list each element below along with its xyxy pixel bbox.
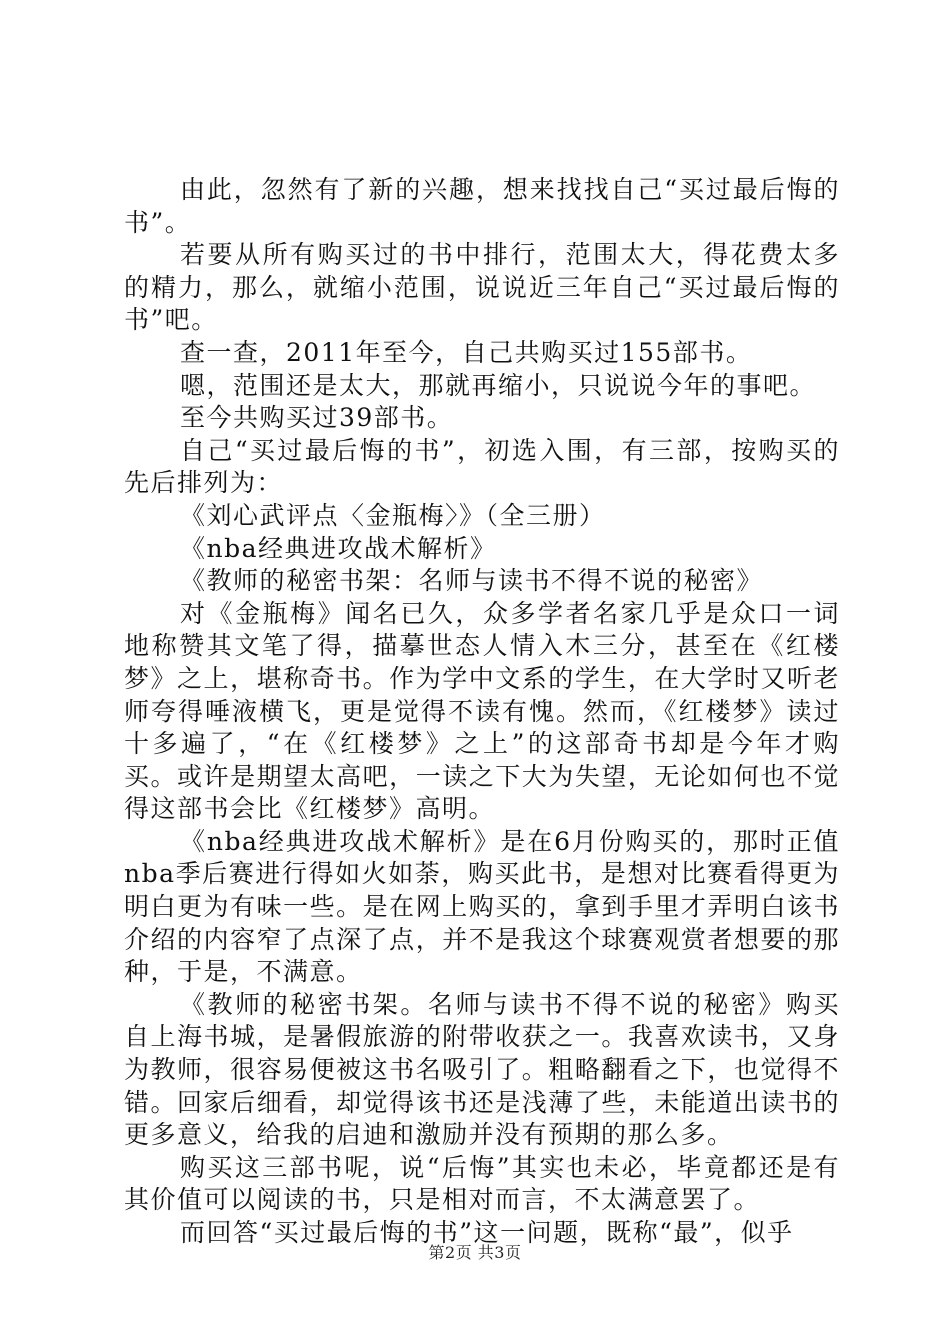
document-body bbox=[124, 174, 840, 1250]
paragraph-2: 若要从所有购买过的书中排行，范围太大，得花费太多的精力，那么，就缩小范围，说说近三年自己“买过最后悔的书”吧。 bbox=[124, 240, 840, 335]
paragraph-13: 购买这三部书呢，说“后悔”其实也未必，毕竟都还是有其价值可以阅读的书，只是相对而言，不太满意罢了。 bbox=[124, 1152, 840, 1215]
book-title-2: 《nba经典进攻战术解析》 bbox=[180, 533, 497, 563]
paragraph-14: 而回答“买过最后悔的书”这一问题，既称“最”，似乎 bbox=[180, 1218, 794, 1247]
book-title-1: 《刘心武评点〈金瓶梅〉》（全三册） bbox=[180, 500, 606, 530]
paragraph-3: 查一查，2011年至今，自己共购买过155部书。 bbox=[180, 337, 753, 367]
paragraph-12: 《教师的秘密书架。名师与读书不得不说的秘密》购买自上海书城，是暑假旅游的附带收获之一。我喜欢读书，又身为教师，很容易便被这书名吸引了。粗略翻看之下，也觉得不错。回家后细看，却觉得该书还是浅薄了些，未能道出读书的更多意义，给我的启迪和激励并没有预期的那么多。 bbox=[124, 989, 840, 1150]
paragraph-10: 对《金瓶梅》闻名已久，众多学者名家几乎是众口一词地称赞其文笔了得，描摹世态人情入木三分，甚至在《红楼梦》之上，堪称奇书。作为学中文系的学生，在大学时又听老师夸得唾液横飞，更是觉得不读有愧。然而，《红楼梦》读过十多遍了，“在《红楼梦》之上”的这部奇书却是今年才购买。或许是期望太高吧，一读之下大为失望，无论如何也不觉得这部书会比《红楼梦》高明。 bbox=[124, 598, 840, 824]
paragraph-11: 《nba经典进攻战术解析》是在6月份购买的，那时正值nba季后赛进行得如火如荼，购买此书，是想对比赛看得更为明白更为有味一些。是在网上购买的，拿到手里才弄明白该书介绍的内容窄了点深了点，并不是我这个球赛观赏者想要的那种，于是，不满意。 bbox=[124, 826, 840, 987]
paragraph-1: 由此，忽然有了新的兴趣，想来找找自己“买过最后悔的书”。 bbox=[124, 175, 840, 237]
paragraph-5: 至今共购买过39部书。 bbox=[180, 403, 454, 433]
book-title-3: 《教师的秘密书架：名师与读书不得不说的秘密》 bbox=[180, 566, 764, 596]
page-number-footer: 第2页 共3页 bbox=[428, 1243, 522, 1262]
paragraph-6: 自己“买过最后悔的书”，初选入围，有三部，按购买的先后排列为： bbox=[124, 435, 840, 498]
paragraph-4: 嗯，范围还是太大，那就再缩小，只说说今年的事吧。 bbox=[180, 370, 817, 400]
